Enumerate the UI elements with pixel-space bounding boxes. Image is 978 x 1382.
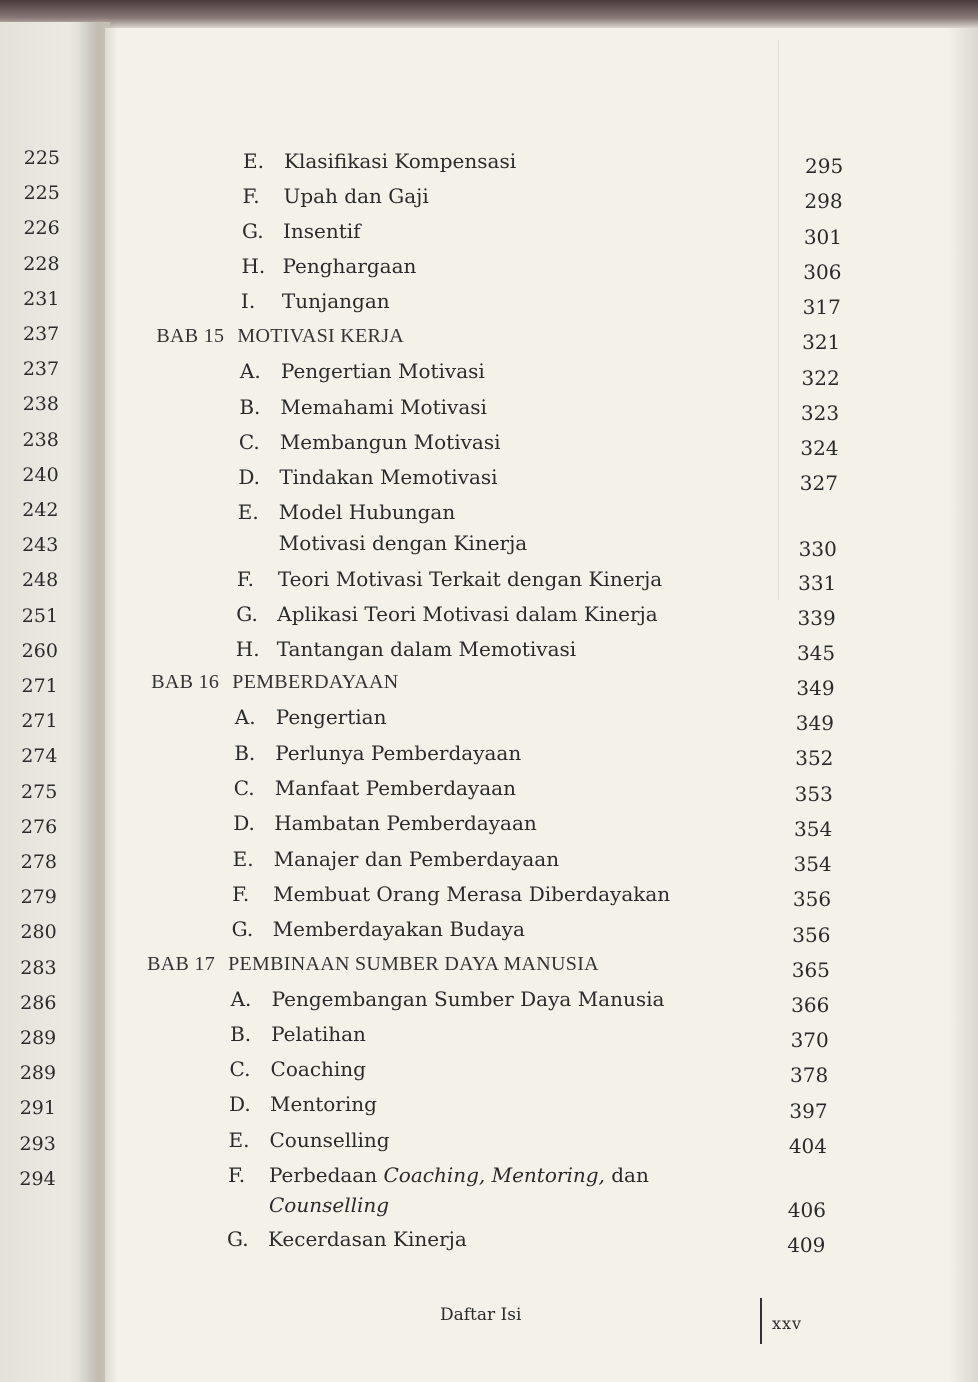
item-page-number: 353 [794, 782, 833, 806]
left-page-number: 280 [20, 921, 57, 944]
item-title: Memberdayakan Budaya [272, 917, 525, 941]
item-letter: D. [238, 465, 260, 489]
item-page-number: 354 [793, 852, 832, 876]
item-letter: C. [229, 1057, 251, 1081]
left-page-number: 225 [23, 147, 60, 169]
left-page-number: 248 [21, 569, 59, 592]
item-page-number: 339 [797, 606, 836, 630]
item-letter: A. [234, 705, 256, 729]
item-page-number: 352 [795, 746, 834, 770]
left-page-number: 286 [20, 991, 57, 1014]
item-title: Pengembangan Sumber Daya Manusia [271, 987, 665, 1011]
item-title: Tindakan Memotivasi [279, 465, 498, 489]
item-letter: H. [241, 254, 266, 278]
item-letter: E. [243, 149, 264, 173]
item-page-number: 301 [803, 225, 843, 249]
item-letter: F. [232, 882, 250, 906]
item-title: Membangun Motivasi [279, 430, 501, 454]
item-title: Coaching [270, 1057, 366, 1081]
left-page-number: 276 [20, 815, 58, 838]
right-page-edge [948, 28, 978, 1382]
item-letter: F. [242, 184, 260, 208]
item-page-number: 331 [798, 571, 837, 595]
item-letter: D. [233, 811, 255, 835]
left-page-number: 291 [19, 1097, 56, 1120]
item-letter: E. [237, 500, 259, 524]
item-page-number: 349 [795, 711, 834, 735]
left-page-number: 228 [23, 252, 60, 275]
item-page-number: 356 [792, 887, 832, 911]
item-title: Memahami Motivasi [280, 395, 487, 419]
item-title: Pelatihan [271, 1022, 366, 1046]
chapter-title: MOTIVASI KERJA [237, 325, 405, 347]
left-page-number: 274 [21, 745, 58, 768]
item-letter: A. [239, 359, 261, 383]
item-letter: E. [228, 1128, 250, 1152]
item-page-number: 409 [787, 1233, 826, 1257]
item-title: Membuat Orang Merasa Diberdayakan [273, 882, 671, 906]
left-page-number: 283 [20, 956, 57, 979]
item-title: Penghargaan [282, 254, 417, 278]
item-page-number: 345 [796, 641, 836, 665]
item-page-number: 349 [796, 676, 835, 700]
left-page-number: 240 [22, 463, 59, 486]
left-page-number: 271 [21, 710, 58, 733]
left-page-number: 289 [19, 1062, 57, 1085]
item-letter: F. [227, 1163, 246, 1187]
item-title: Tunjangan [281, 289, 390, 313]
item-title: Hambatan Pemberdayaan [274, 811, 537, 835]
item-page-number: 404 [788, 1134, 828, 1158]
left-page-number: 238 [22, 428, 59, 451]
item-title: Manajer dan Pemberdayaan [273, 847, 560, 871]
item-title: Pengertian [275, 705, 387, 729]
left-page-number: 294 [19, 1167, 56, 1190]
left-page-number: 238 [22, 393, 59, 416]
left-page-number: 237 [22, 323, 60, 345]
item-letter: F. [236, 567, 254, 591]
footer-divider [760, 1298, 762, 1344]
item-title: Insentif [282, 219, 361, 243]
item-letter: I. [240, 289, 256, 313]
item-title-prefix: Perbedaan [268, 1163, 384, 1187]
chapter-title: PEMBINAAN SUMBER DAYA MANUSIA [228, 953, 599, 975]
item-letter: B. [230, 1022, 252, 1046]
left-page-number: 226 [23, 217, 60, 240]
left-page-number: 293 [19, 1132, 56, 1155]
item-letter: E. [232, 847, 254, 871]
left-page-number: 279 [20, 886, 57, 909]
item-letter: C. [233, 776, 255, 800]
item-title-line-2: Motivasi dengan Kinerja [278, 531, 528, 555]
chapter-number: BAB 15 [156, 325, 225, 347]
item-page-number: 295 [805, 154, 844, 178]
item-letter: A. [230, 987, 252, 1011]
item-page-number: 322 [801, 366, 840, 390]
item-title: Manfaat Pemberdayaan [274, 776, 516, 800]
footer-page-number: xxv [772, 1314, 803, 1333]
left-page-number: 237 [22, 358, 60, 381]
chapter-title: PEMBERDAYAAN [232, 671, 399, 693]
page-top-shadow [0, 0, 978, 30]
item-page-number: 366 [791, 993, 830, 1017]
item-page-number: 365 [791, 958, 830, 982]
left-page-number: 243 [22, 534, 59, 557]
item-letter: C. [238, 430, 260, 454]
item-letter: G. [236, 602, 258, 626]
item-letter: G. [241, 219, 264, 243]
item-page-number: 370 [790, 1028, 829, 1052]
item-letter: H. [235, 637, 260, 661]
left-page-number: 251 [21, 604, 59, 627]
left-page-number: 260 [21, 639, 58, 662]
item-title-line-2: Counselling [268, 1193, 390, 1217]
item-page-number: 317 [802, 295, 841, 319]
item-title: Klasifikasi Kompensasi [284, 149, 517, 173]
left-page-number: 289 [19, 1027, 57, 1049]
chapter-number: BAB 17 [147, 953, 216, 975]
left-page-number: 271 [21, 675, 58, 697]
item-title: Counselling [269, 1128, 390, 1152]
left-page-number: 231 [23, 287, 60, 310]
chapter-number: BAB 16 [151, 671, 220, 693]
item-page-number: 298 [804, 189, 843, 213]
item-title: Perlunya Pemberdayaan [275, 741, 522, 765]
footer-title: Daftar Isi [440, 1305, 522, 1325]
item-page-number: 324 [800, 436, 839, 460]
item-page-number: 330 [798, 537, 837, 561]
item-letter: G. [227, 1227, 249, 1251]
item-page-number: 378 [790, 1063, 829, 1087]
item-page-number: 356 [792, 923, 831, 947]
item-page-number: 321 [802, 330, 841, 354]
book-gutter [68, 22, 118, 1382]
item-title-connector: dan [604, 1163, 649, 1187]
item-page-number: 397 [789, 1099, 828, 1123]
item-title: Pengertian Motivasi [280, 359, 485, 383]
item-title: Aplikasi Teori Motivasi dalam Kinerja [277, 602, 658, 626]
item-title: Mentoring [270, 1092, 377, 1116]
item-title: Tantangan dalam Memotivasi [276, 637, 577, 661]
left-page-number: 275 [21, 780, 58, 803]
item-letter: G. [231, 917, 254, 941]
item-page-number: 306 [803, 260, 842, 284]
left-page-number: 278 [20, 851, 57, 873]
left-page-number: 225 [23, 182, 60, 205]
item-page-number: 327 [799, 471, 838, 495]
item-title: Model Hubungan [278, 500, 456, 524]
item-page-number: 354 [794, 817, 833, 841]
item-title [269, 1164, 649, 1186]
item-page-number: 323 [800, 401, 840, 425]
item-title: Kecerdasan Kinerja [268, 1227, 467, 1251]
item-letter: B. [234, 741, 256, 765]
item-letter: B. [239, 395, 261, 419]
item-page-number: 406 [787, 1198, 826, 1222]
left-page-number: 242 [22, 499, 59, 521]
item-title: Upah dan Gaji [283, 184, 429, 208]
bleed-through-line [778, 40, 779, 600]
item-title: Teori Motivasi Terkait dengan Kinerja [277, 567, 663, 591]
item-title-italic: Coaching, Mentoring, [383, 1163, 605, 1187]
item-letter: D. [229, 1092, 251, 1116]
